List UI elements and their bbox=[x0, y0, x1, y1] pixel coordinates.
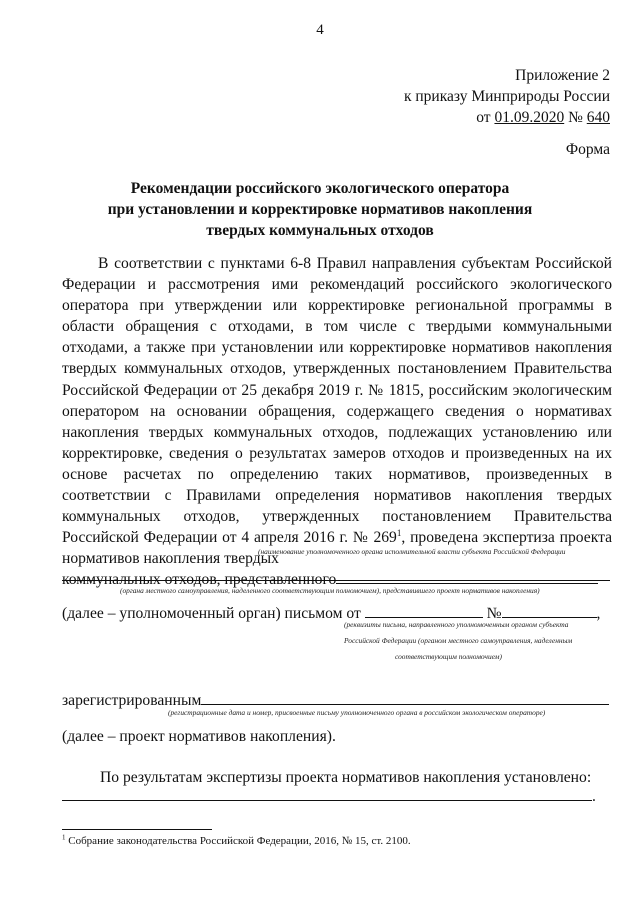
form-label: Форма bbox=[565, 141, 610, 158]
results-label: По результатам экспертизы проекта нормативов накопления установлено: bbox=[100, 769, 592, 786]
title-line-1: Рекомендации российского экологического оператора bbox=[130, 180, 510, 197]
letter-caption-2: Российской Федерации (органом местного самоуправления, наделенным bbox=[344, 636, 573, 645]
results-period: . bbox=[592, 788, 596, 805]
appendix-order: к приказу Минприроды России bbox=[403, 88, 610, 105]
body-text-tail: , проведена экспертиза проекта нормативов накопления твердых bbox=[62, 529, 612, 568]
authority-caption: (наименование уполномоченного органа исполнительной власти субъекта Российской Федерации bbox=[258, 547, 566, 556]
letter-comma: , bbox=[596, 605, 601, 622]
letter-number-sign: № bbox=[486, 605, 502, 622]
registered-field[interactable] bbox=[201, 690, 609, 705]
letter-caption-1: (реквизиты письма, направленного уполномоченным органом субъекта bbox=[344, 620, 569, 629]
page-number: 4 bbox=[316, 22, 324, 38]
title-line-3: твердых коммунальных отходов bbox=[206, 222, 434, 239]
date-prefix: от bbox=[476, 109, 495, 126]
registered-row bbox=[62, 690, 612, 710]
footnote-reference: 1 bbox=[396, 528, 402, 539]
letter-date-field[interactable] bbox=[365, 603, 483, 618]
authorized-body-label: (далее – уполномоченный орган) письмом от bbox=[62, 605, 361, 622]
footnote-mark: 1 bbox=[62, 833, 66, 842]
order-date: 01.09.2020 bbox=[494, 109, 565, 126]
registered-caption: (регистрационные дата и номер, присвоенные письму уполномоченного органа в российском экологическом операторе) bbox=[168, 708, 546, 717]
title-line-2: при установлении и корректировке нормативов накопления bbox=[107, 201, 533, 218]
letter-number-field[interactable] bbox=[502, 603, 597, 618]
registered-label: зарегистрированным bbox=[62, 692, 202, 709]
body-last-line: коммунальных отходов, представленного bbox=[62, 571, 337, 589]
appendix-date-line bbox=[404, 107, 610, 128]
local-authority-caption: (органа местного самоуправления, наделенного соответствующим полномочием), представившего проект нормативов накопления) bbox=[120, 586, 540, 595]
appendix-header bbox=[404, 65, 610, 128]
appendix-title: Приложение 2 bbox=[515, 67, 610, 84]
authority-continuation-field[interactable] bbox=[62, 564, 610, 581]
authority-continuation-row bbox=[62, 564, 612, 589]
body-paragraph bbox=[62, 253, 612, 591]
number-sign: № bbox=[564, 109, 587, 126]
results-field[interactable] bbox=[62, 786, 592, 801]
document-title bbox=[60, 178, 580, 241]
footnote-divider bbox=[62, 829, 212, 830]
footnote bbox=[62, 835, 411, 847]
order-number: 640 bbox=[586, 109, 610, 126]
letter-caption-3: соответствующим полномочием) bbox=[395, 652, 502, 661]
footnote-text: Собрание законодательства Российской Федерации, 2016, № 15, ст. 2100. bbox=[68, 835, 411, 847]
draft-label: (далее – проект нормативов накопления). bbox=[62, 728, 336, 745]
results-row bbox=[62, 786, 612, 806]
body-text: В соответствии с пунктами 6-8 Правил направления субъектам Российской Федерации и рассмотрения ими рекомендаций российского экологического оператора при утверждении или корректировке региональной программы в области обращения с отходами, в том числе с твердыми коммунальными отходами, а также при установлении или корректировке нормативов накопления твердых коммунальных отходов, утвержденных постановлением Правительства Российской Федерации от 25 декабря 2019 г. № 1815, российским экологическим оператором на основании обращения, содержащего сведения о нормативах накопления твердых коммунальных отходов, подлежащих установлению или корректировке, сведения о результатах замеров отходов и произведенных на их основе расчетах по определению таких нормативов, произведенных в соответствии с Правилами определения нормативов накопления твердых коммунальных отходов, утвержденных постановлением Правительства Российской Федерации от 4 апреля 2016 г. № 269 bbox=[62, 255, 612, 547]
